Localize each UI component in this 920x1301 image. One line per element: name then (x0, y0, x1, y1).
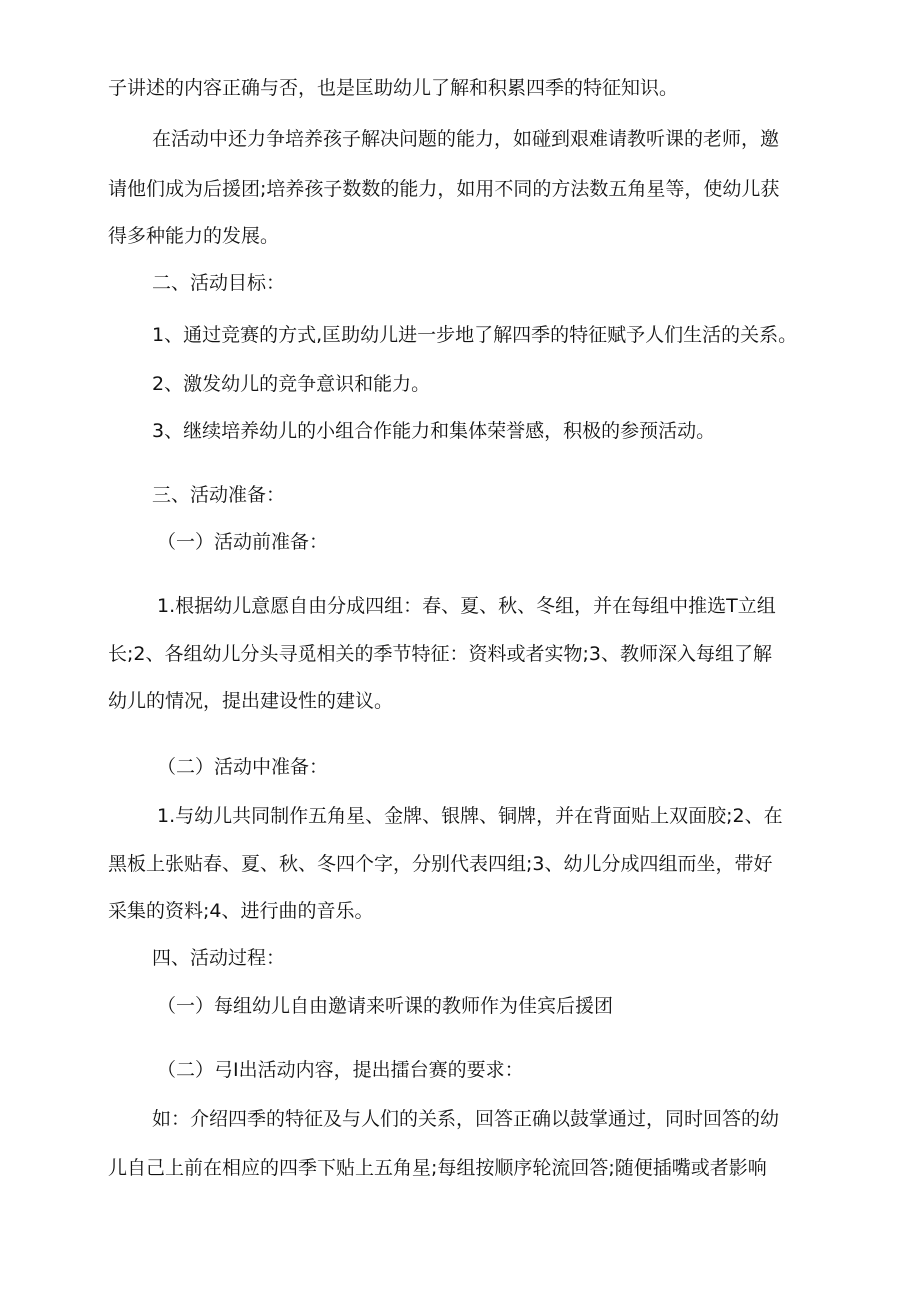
paragraph-line: 幼儿的情况，提出建设性的建议。 (108, 690, 394, 712)
paragraph-line: 采集的资料;4、进行曲的音乐。 (108, 900, 374, 922)
paragraph-line: 请他们成为后援团;培养孩子数数的能力，如用不同的方法数五角星等，使幼儿获 (108, 178, 780, 200)
paragraph-line: 在活动中还力争培养孩子解决问题的能力，如碰到艰难请教听课的老师，邀 (152, 128, 780, 150)
paragraph-line: 儿自己上前在相应的四季下贴上五角星;每组按顺序轮流回答;随便插嘴或者影响 (108, 1157, 767, 1179)
list-item: 2、激发幼儿的竞争意识和能力。 (152, 373, 431, 395)
paragraph-line: 黑板上张贴春、夏、秋、冬四个字，分别代表四组;3、幼儿分成四组而坐，带好 (108, 853, 773, 875)
section-heading: 二、活动目标： (152, 272, 286, 294)
paragraph-line: 长;2、各组幼儿分头寻觅相关的季节特征：资料或者实物;3、教师深入每组了解 (108, 643, 772, 665)
subsection-heading: （一）每组幼儿自由邀请来听课的教师作为佳宾后援团 (157, 995, 614, 1017)
subsection-heading: （二）活动中准备： (157, 756, 329, 778)
subsection-heading: （一）活动前准备： (157, 531, 329, 553)
paragraph-line: 1.与幼儿共同制作五角星、金牌、银牌、铜牌，并在背面贴上双面胶;2、在 (157, 805, 783, 827)
list-item: 3、继续培养幼儿的小组合作能力和集体荣誉感，积极的参预活动。 (152, 420, 716, 442)
subsection-heading: （二）弓I出活动内容，提出擂台赛的要求： (157, 1059, 524, 1081)
paragraph-line: 1.根据幼儿意愿自由分成四组：春、夏、秋、冬组，并在每组中推选T立组 (157, 595, 776, 617)
paragraph-line: 子讲述的内容正确与否，也是匡助幼儿了解和积累四季的特征知识。 (108, 77, 679, 99)
section-heading: 三、活动准备： (152, 484, 286, 506)
list-item: 1、通过竞赛的方式,匡助幼儿进一步地了解四季的特征赋予人们生活的关系。 (152, 324, 798, 346)
paragraph-line: 如：介绍四季的特征及与人们的关系，回答正确以鼓掌通过，同时回答的幼 (152, 1108, 780, 1130)
paragraph-line: 得多种能力的发展。 (108, 225, 280, 247)
section-heading: 四、活动过程： (152, 947, 286, 969)
